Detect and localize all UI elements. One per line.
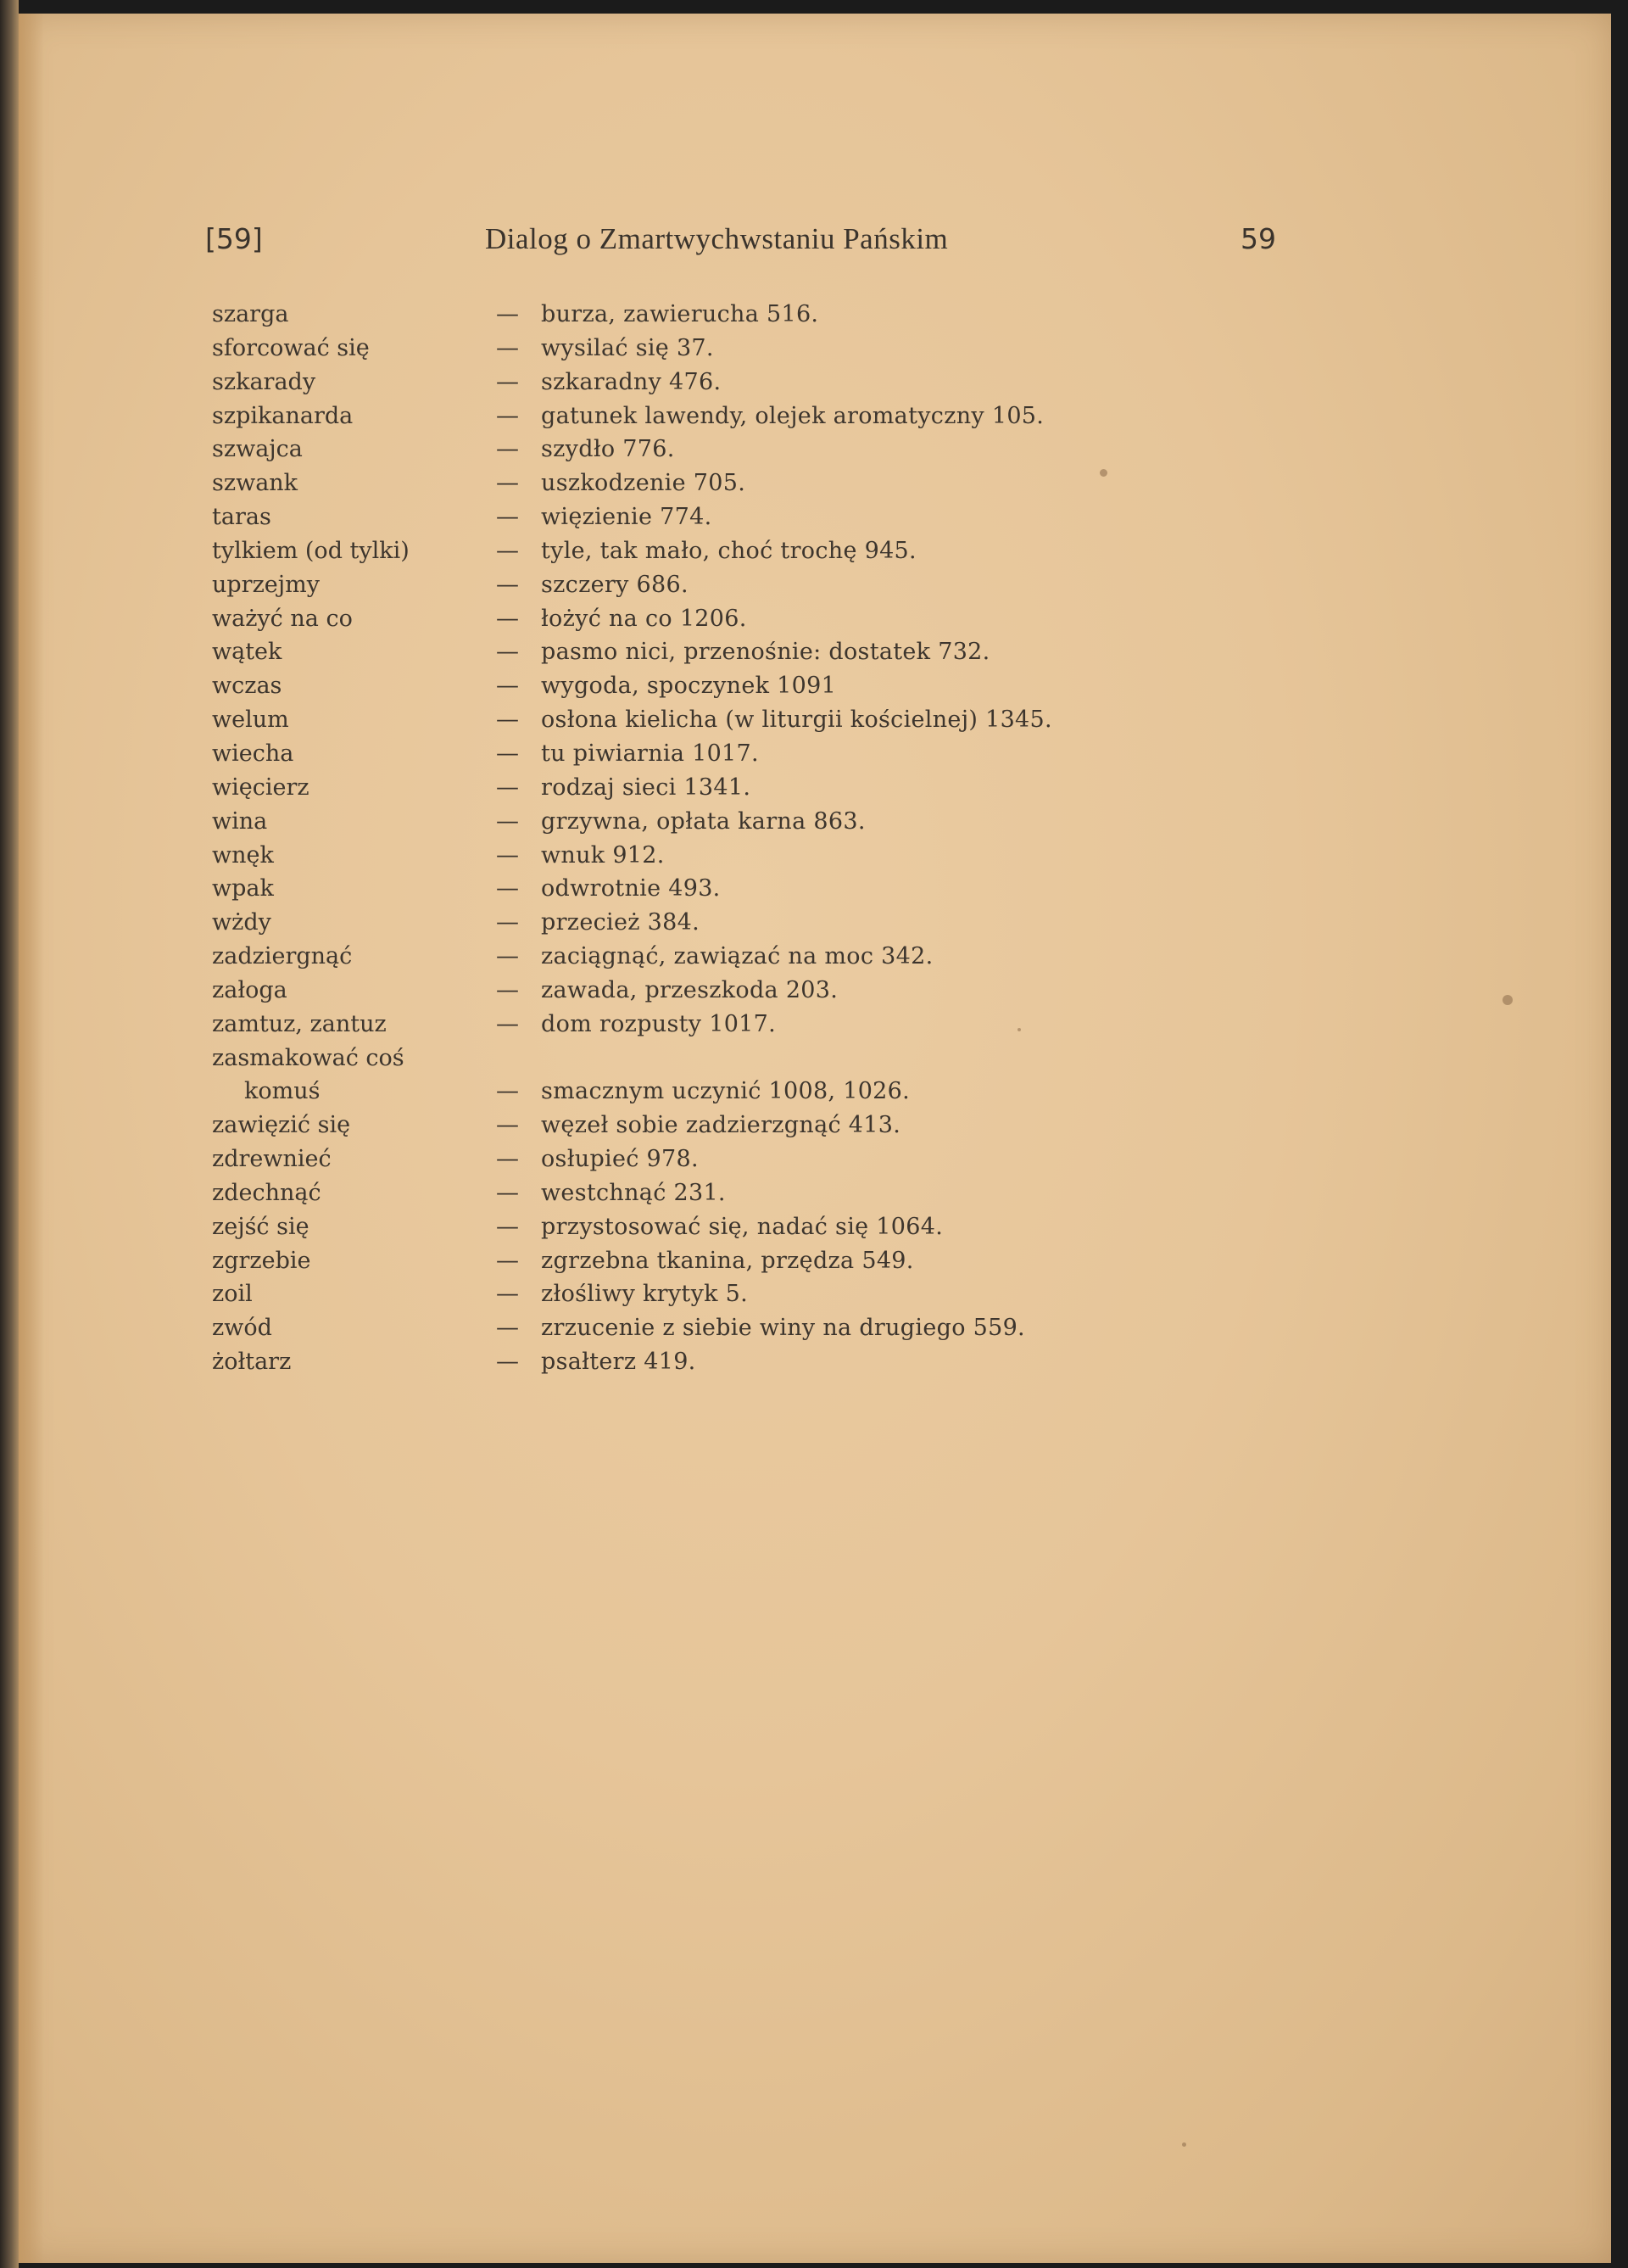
glossary-definition: burza, zawierucha 516. [541, 301, 819, 327]
glossary-definition: więzienie 774. [541, 504, 712, 531]
glossary-entry [212, 1244, 1484, 1278]
glossary-term: więcierz [212, 774, 309, 801]
paper-speck [1503, 995, 1513, 1005]
glossary-term: ważyć na co [212, 605, 353, 632]
glossary-definition: przystosować się, nadać się 1064. [541, 1213, 944, 1240]
glossary-definition: wygoda, spoczynek 1091 [541, 673, 837, 700]
glossary-definition: grzywna, opłata karna 863. [541, 807, 866, 835]
running-title: Dialog o Zmartwychwstaniu Pańskim [485, 222, 949, 255]
entry-dash: — [496, 1179, 519, 1206]
glossary-definition: gatunek lawendy, olejek aromatyczny 105. [541, 402, 1045, 429]
entry-dash: — [496, 436, 519, 463]
glossary-term: szkarady [212, 368, 316, 395]
glossary-term: uprzejmy [212, 571, 321, 598]
glossary-term: zadziergnąć [212, 943, 353, 970]
glossary-definition: pasmo nici, przenośnie: dostatek 732. [541, 639, 990, 666]
glossary-definition: odwrotnie 493. [541, 875, 721, 902]
glossary-entry [212, 568, 1484, 602]
entry-dash: — [496, 639, 519, 666]
glossary-definition: szkaradny 476. [541, 368, 722, 395]
glossary-term: zdrewnieć [212, 1146, 332, 1173]
glossary-definition: łożyć na co 1206. [541, 605, 747, 632]
glossary-entry [212, 298, 1484, 332]
entry-dash: — [496, 909, 519, 936]
entry-dash: — [496, 1112, 519, 1139]
running-head [0, 222, 1628, 265]
glossary-term: zasmakować coś [212, 1044, 404, 1071]
glossary-entry [212, 1075, 1484, 1109]
glossary-definition: tyle, tak mało, choć trochę 945. [541, 537, 917, 564]
glossary-entry [212, 466, 1484, 500]
glossary-definition: wnuk 912. [541, 841, 665, 869]
entry-dash: — [496, 807, 519, 835]
entry-dash: — [496, 943, 519, 970]
page-number: 59 [1241, 222, 1276, 255]
glossary-definition: tu piwiarnia 1017. [541, 740, 759, 767]
glossary-entry [212, 332, 1484, 366]
entry-dash: — [496, 1213, 519, 1240]
glossary-entry [212, 1277, 1484, 1311]
glossary-term: wątek [212, 639, 282, 666]
glossary-definition: westchnąć 231. [541, 1179, 726, 1206]
entry-dash: — [496, 301, 519, 327]
glossary-definition: szczery 686. [541, 571, 689, 598]
glossary-definition: osłona kielicha (w liturgii kościelnej) 1345. [541, 707, 1052, 734]
page-gutter-shadow [19, 14, 44, 2263]
glossary-term: załoga [212, 976, 287, 1003]
glossary-entry [212, 1311, 1484, 1345]
glossary-entry [212, 872, 1484, 906]
entry-dash: — [496, 1349, 519, 1376]
glossary-term: welum [212, 707, 289, 734]
glossary-definition: zrzucenie z siebie winy na drugiego 559. [541, 1315, 1025, 1342]
glossary-definition: osłupieć 978. [541, 1146, 699, 1173]
glossary-definition: szydło 776. [541, 436, 675, 463]
glossary-entry [212, 1210, 1484, 1244]
glossary-term: taras [212, 504, 271, 531]
entry-dash: — [496, 673, 519, 700]
glossary-term: zawięzić się [212, 1112, 351, 1139]
glossary-term: sforcować się [212, 334, 370, 361]
entry-dash: — [496, 1247, 519, 1274]
entry-dash: — [496, 707, 519, 734]
glossary-definition: złośliwy krytyk 5. [541, 1281, 749, 1308]
glossary-definition: uszkodzenie 705. [541, 470, 746, 497]
entry-dash: — [496, 1010, 519, 1037]
glossary-entry [212, 974, 1484, 1008]
glossary-term: szpikanarda [212, 402, 354, 429]
entry-dash: — [496, 402, 519, 429]
entry-dash: — [496, 1281, 519, 1308]
glossary-definition: węzeł sobie zadzierzgnąć 413. [541, 1112, 901, 1139]
glossary-term: szwank [212, 470, 298, 497]
glossary-entry [212, 1042, 1484, 1075]
glossary-entry [212, 1008, 1484, 1042]
glossary-definition: rodzaj sieci 1341. [541, 774, 751, 801]
glossary-term: tylkiem (od tylki) [212, 537, 410, 564]
book-spine-edge [0, 0, 19, 2268]
glossary-term: wpak [212, 875, 274, 902]
glossary-term: zdechnąć [212, 1179, 321, 1206]
bracketed-page-number: [59] [205, 222, 263, 255]
glossary-entry [212, 737, 1484, 771]
glossary-definition: zaciągnąć, zawiązać na moc 342. [541, 943, 934, 970]
glossary-term: wżdy [212, 909, 271, 936]
glossary-entry [212, 602, 1484, 636]
entry-dash: — [496, 537, 519, 564]
glossary-definition: psałterz 419. [541, 1349, 696, 1376]
entry-dash: — [496, 605, 519, 632]
glossary-term: żołtarz [212, 1349, 292, 1376]
glossary-term: zwód [212, 1315, 272, 1342]
entry-dash: — [496, 875, 519, 902]
glossary-entry [212, 940, 1484, 974]
entry-dash: — [496, 841, 519, 869]
glossary-entry [212, 1109, 1484, 1142]
glossary-definition: wysilać się 37. [541, 334, 714, 361]
entry-dash: — [496, 740, 519, 767]
entry-dash: — [496, 1146, 519, 1173]
entry-dash: — [496, 368, 519, 395]
glossary-entry [212, 1142, 1484, 1176]
glossary-definition: zawada, przeszkoda 203. [541, 976, 839, 1003]
glossary-entry [212, 906, 1484, 940]
glossary-entry [212, 839, 1484, 873]
entry-dash: — [496, 470, 519, 497]
entry-dash: — [496, 571, 519, 598]
glossary-term: zejść się [212, 1213, 309, 1240]
glossary-definition: przecież 384. [541, 909, 700, 936]
glossary-term: wina [212, 807, 268, 835]
glossary-entry [212, 399, 1484, 433]
glossary-term: wnęk [212, 841, 274, 869]
entry-dash: — [496, 504, 519, 531]
entry-dash: — [496, 1315, 519, 1342]
glossary-term: wczas [212, 673, 282, 700]
glossary-list [212, 298, 1484, 1379]
glossary-definition: smacznym uczynić 1008, 1026. [541, 1078, 911, 1105]
glossary-entry [212, 703, 1484, 737]
glossary-entry [212, 771, 1484, 805]
glossary-entry [212, 433, 1484, 466]
glossary-term: komuś [244, 1078, 321, 1105]
glossary-entry [212, 534, 1484, 568]
glossary-term: szwajca [212, 436, 303, 463]
glossary-definition: dom rozpusty 1017. [541, 1010, 777, 1037]
glossary-term: szarga [212, 301, 289, 327]
glossary-term: zgrzebie [212, 1247, 311, 1274]
paper-speck [1182, 2142, 1186, 2147]
entry-dash: — [496, 334, 519, 361]
glossary-entry [212, 635, 1484, 669]
glossary-term: zamtuz, zantuz [212, 1010, 387, 1037]
entry-dash: — [496, 774, 519, 801]
glossary-entry [212, 805, 1484, 839]
glossary-entry [212, 1176, 1484, 1210]
glossary-entry [212, 500, 1484, 534]
glossary-definition: zgrzebna tkanina, przędza 549. [541, 1247, 914, 1274]
glossary-term: zoil [212, 1281, 253, 1308]
glossary-term: wiecha [212, 740, 294, 767]
entry-dash: — [496, 976, 519, 1003]
glossary-entry [212, 366, 1484, 399]
glossary-entry [212, 669, 1484, 703]
entry-dash: — [496, 1078, 519, 1105]
glossary-entry [212, 1345, 1484, 1379]
